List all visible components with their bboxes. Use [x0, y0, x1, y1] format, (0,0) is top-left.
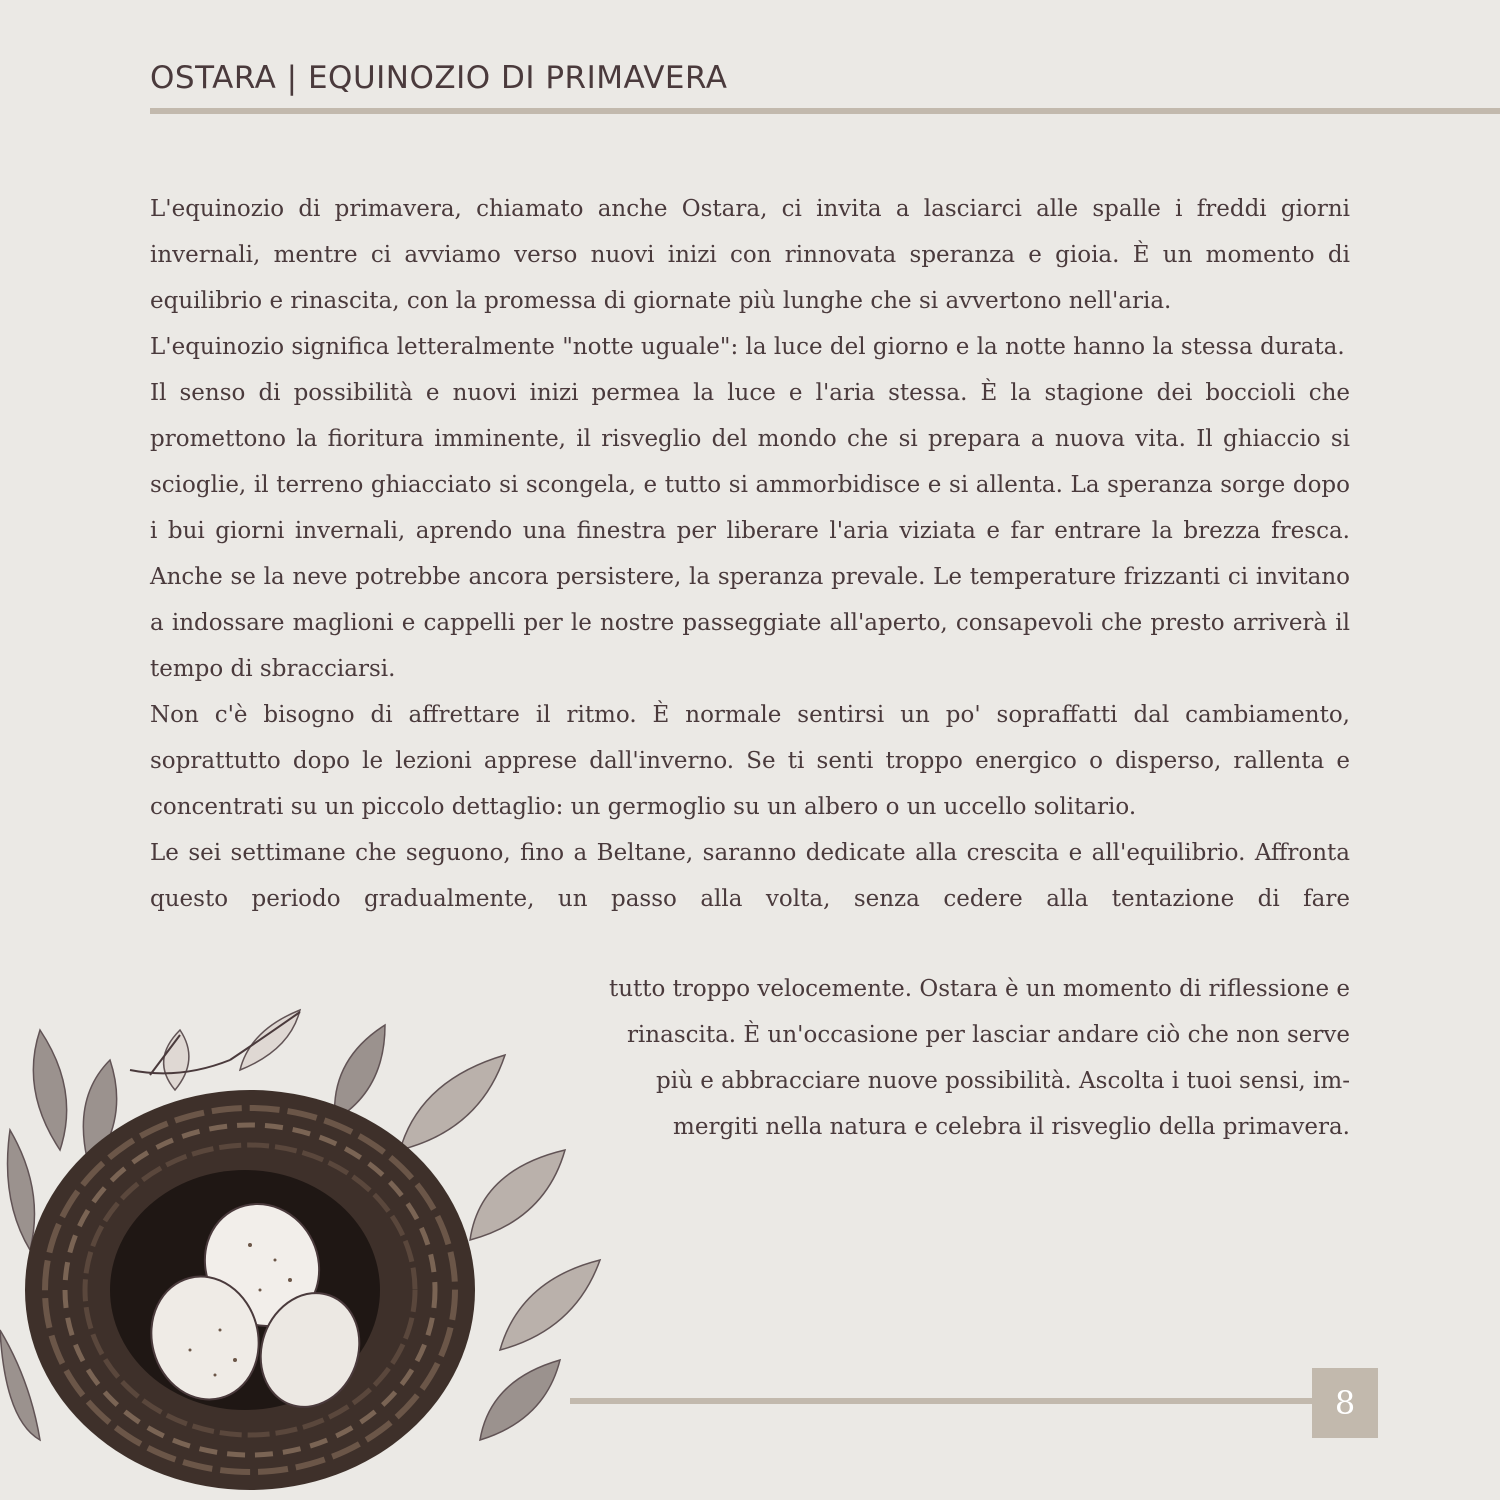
page-title: OSTARA | EQUINOZIO DI PRIMAVERA	[150, 60, 728, 96]
paragraph-2: L'equinozio significa letteralmente "notte uguale": la luce del giorno e la notte hanno la stessa durata.	[150, 334, 1345, 360]
paragraph-3: Il senso di possibilità e nuovi inizi permea la luce e l'aria stessa. È la stagione dei boccioli che promettono la fioritura imminente, il risveglio del mondo che si prepara a nuova vita. Il ghiaccio si scioglie, il terreno ghiacciato si scongela, e tutto si ammorbidisce e si allenta. La speranza sorge dopo i bui giorni invernali, aprendo una finestra per liberare l'aria viziata e far entrare la brezza fresca. Anche se la neve potrebbe ancora persistere, la speranza prevale. Le temperature frizzanti ci invitano a indossare maglioni e cappelli per le nostre passeggiate all'aperto, consapevoli che presto arriverà il tempo di sbracciarsi.	[150, 380, 1350, 682]
header-divider	[150, 108, 1500, 114]
paragraph-4: Non c'è bisogno di affrettare il ritmo. È normale sentirsi un po' sopraffatti dal cambiamento, soprattutto dopo le lezioni apprese dall'inverno. Se ti senti troppo energico o disperso, rallenta e concentrati su un piccolo dettaglio: un germoglio su un albero o un uccello solitario.	[150, 702, 1350, 820]
page-number: 8	[1334, 1384, 1356, 1422]
footer-divider	[570, 1398, 1315, 1404]
body-text	[150, 186, 1350, 922]
text-line: tutto troppo velocemente. Ostara è un momento di riflessione e	[608, 976, 1350, 1002]
page-number-badge	[1312, 1368, 1378, 1438]
paragraph-1: L'equinozio di primavera, chiamato anche Ostara, ci invita a lasciarci alle spalle i freddi giorni invernali, mentre ci avviamo verso nuovi inizi con rinnovata speranza e gioia. È un momento di equilibrio e rinascita, con la promessa di giornate più lunghe che si avvertono nell'aria.	[150, 196, 1350, 314]
text-line: rinascita. È un'occasione per lasciar andare ciò che non serve	[626, 1022, 1350, 1048]
text-line: mergiti nella natura e celebra il risveglio della primavera.	[673, 1114, 1350, 1140]
text-line: più e abbracciare nuove possibilità. Ascolta i tuoi sensi, im-	[656, 1068, 1350, 1094]
bird-nest-illustration	[0, 1000, 620, 1500]
paragraph-5-continuation	[530, 966, 1350, 1150]
paragraph-5: Le sei settimane che seguono, fino a Beltane, saranno dedicate alla crescita e all'equilibrio. Affronta questo periodo gradualmente, un passo alla volta, senza cedere alla tentazione di fare	[150, 840, 1350, 912]
